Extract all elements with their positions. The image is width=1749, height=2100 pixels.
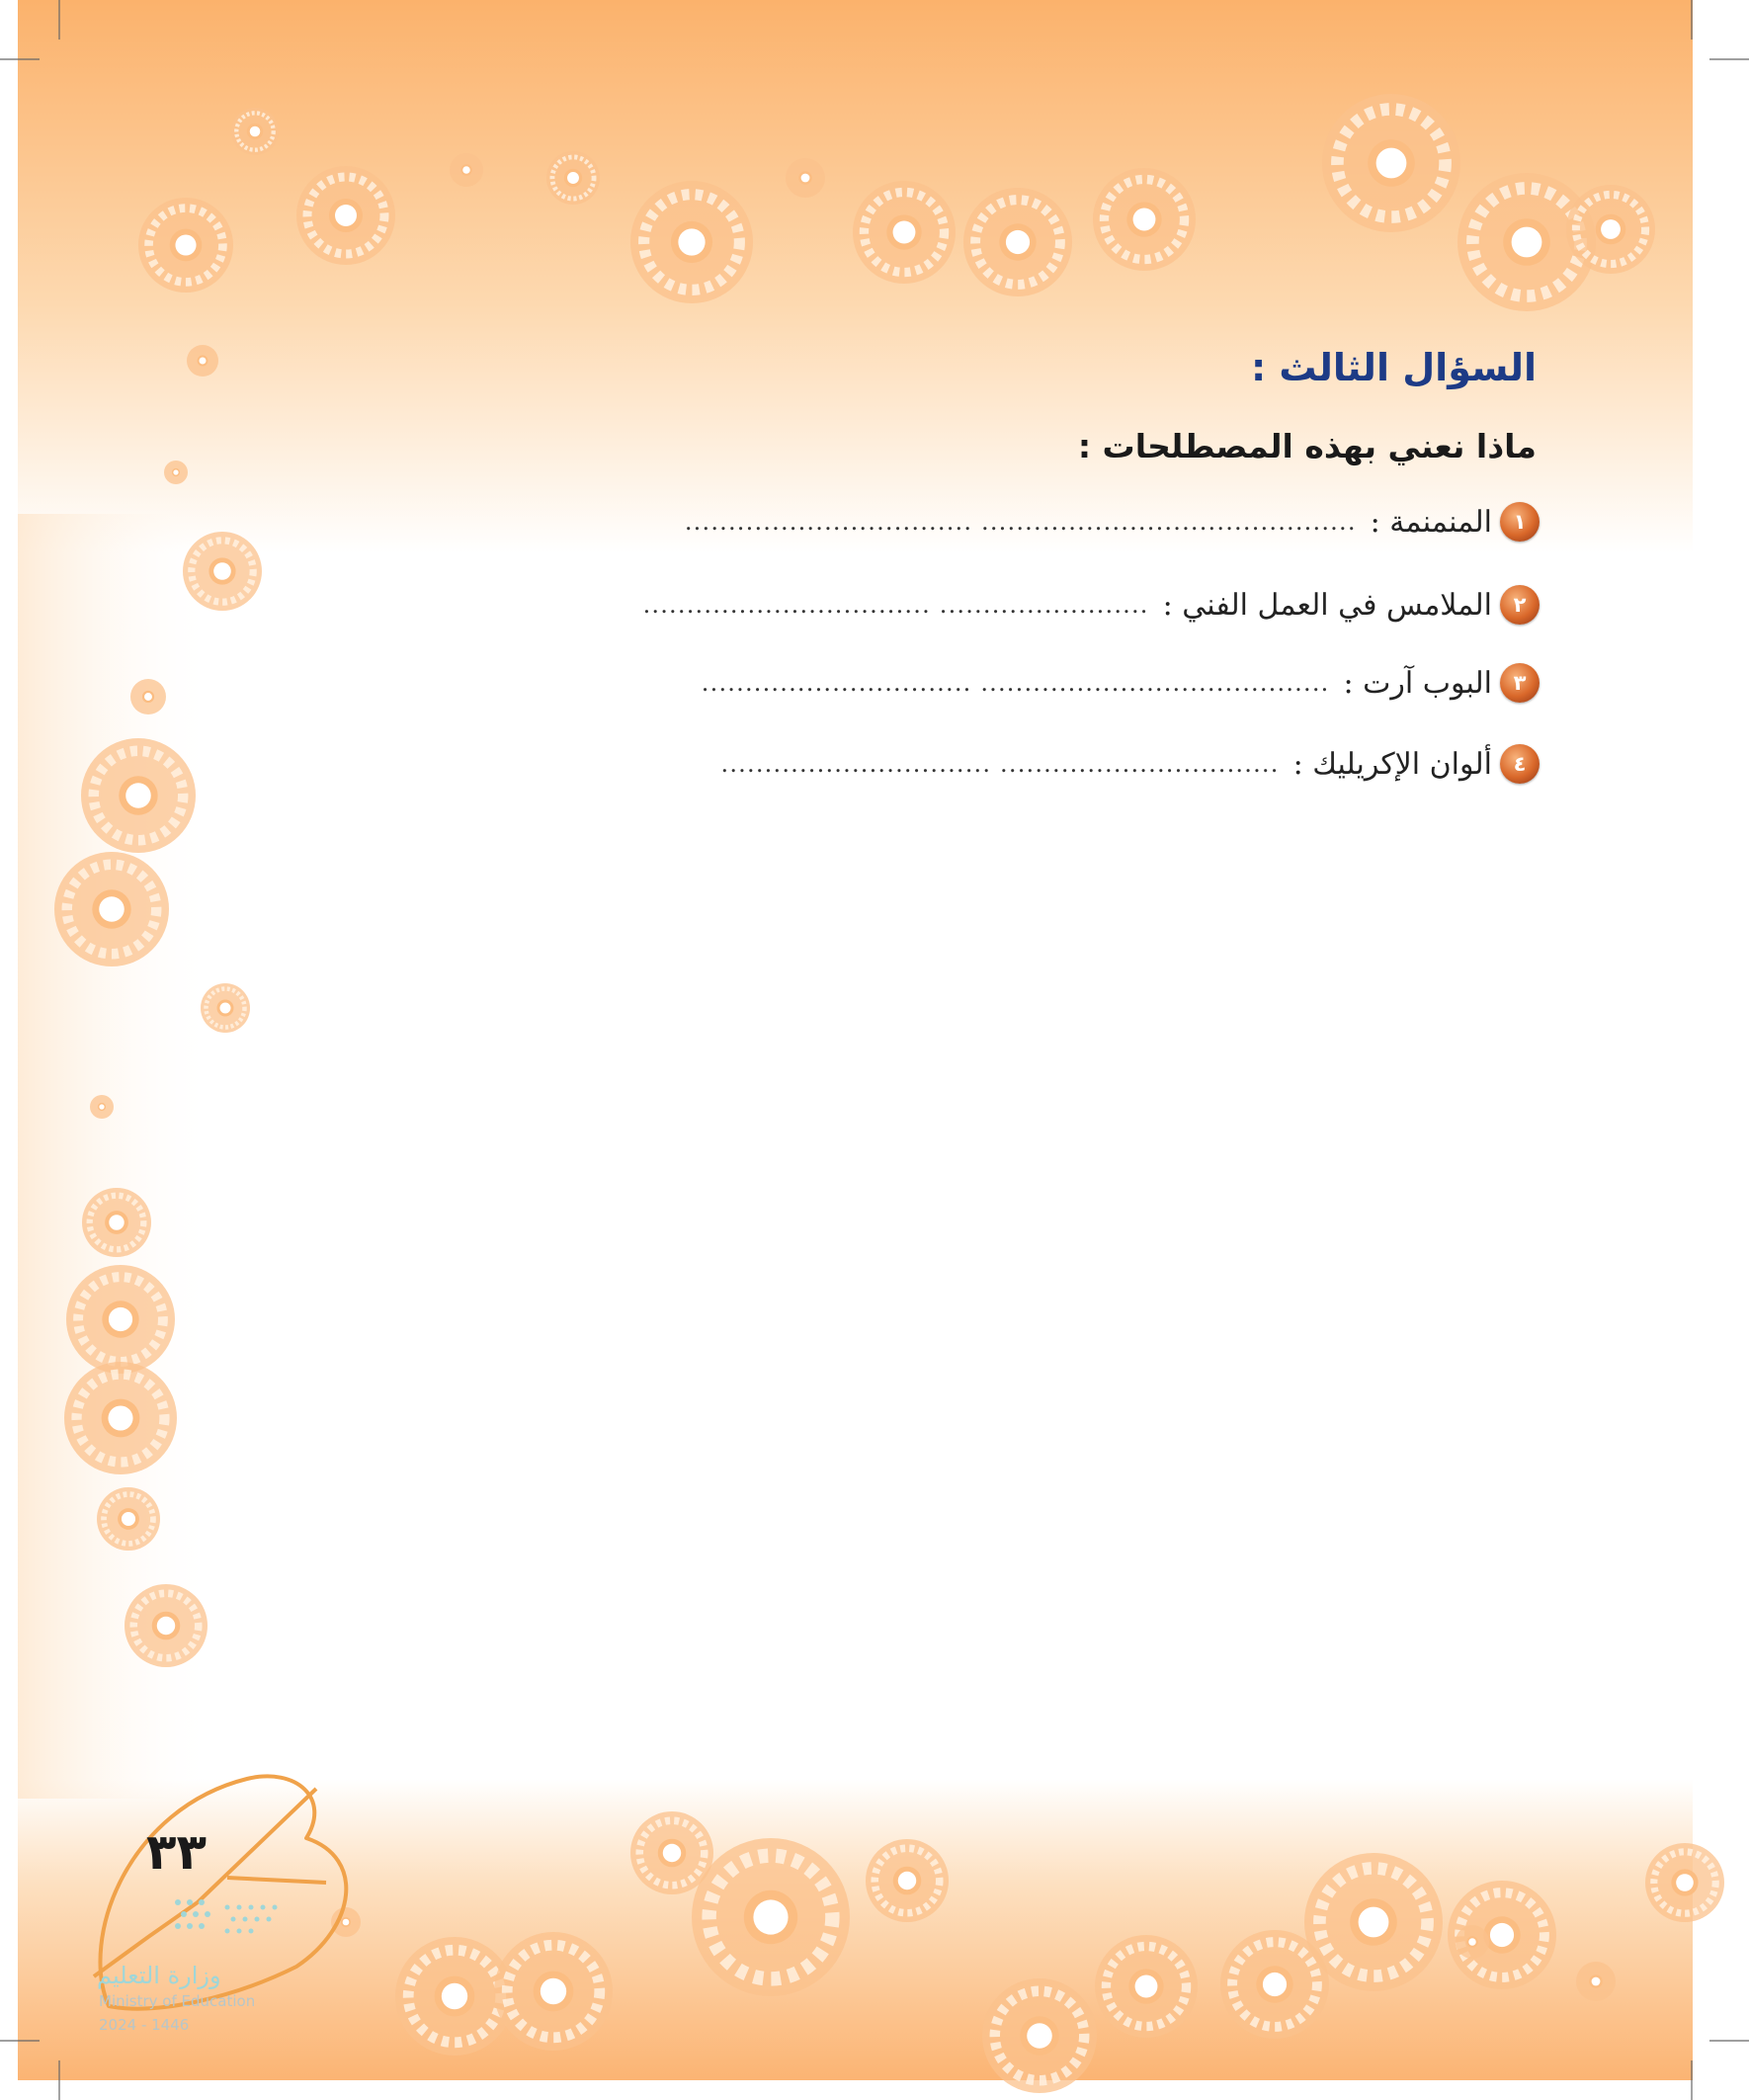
sunflower-ornament bbox=[201, 983, 250, 1033]
sunflower-ornament bbox=[450, 153, 483, 187]
sunflower-ornament bbox=[231, 108, 279, 155]
sunflower-ornament bbox=[187, 345, 218, 377]
sunflower-ornament bbox=[1095, 1935, 1198, 2038]
term-label: ألوان الإكريليك : bbox=[1292, 746, 1492, 782]
edition-year: 2024 - 1446 bbox=[99, 2016, 190, 2034]
sunflower-ornament bbox=[296, 166, 395, 265]
numbered-badge-icon: ٤ bbox=[1500, 744, 1540, 784]
question-instruction: ماذا نعني بهذه المصطلحات : bbox=[1077, 427, 1537, 465]
sunflower-ornament bbox=[1645, 1843, 1724, 1922]
term-item bbox=[685, 502, 1540, 542]
answer-line[interactable]: ................................ ............................... bbox=[720, 750, 1280, 778]
sunflower-ornament bbox=[164, 461, 188, 484]
sunflower-ornament bbox=[66, 1265, 175, 1374]
sunflower-ornament bbox=[982, 1978, 1097, 2093]
term-item bbox=[643, 585, 1540, 625]
numbered-badge-icon: ١ bbox=[1500, 502, 1540, 542]
sunflower-ornament bbox=[81, 738, 196, 853]
answer-line[interactable]: ........................ ................................. bbox=[642, 591, 1149, 619]
ministry-name-en: Ministry of Education bbox=[99, 1992, 256, 2010]
numbered-badge-icon: ٢ bbox=[1500, 585, 1540, 625]
sunflower-ornament bbox=[786, 158, 825, 198]
numbered-badge-icon: ٣ bbox=[1500, 663, 1540, 703]
sunflower-ornament bbox=[546, 151, 600, 205]
sunflower-ornament bbox=[183, 532, 262, 611]
sunflower-ornament bbox=[963, 188, 1072, 296]
sunflower-ornament bbox=[130, 679, 166, 714]
term-label: الملامس في العمل الفني : bbox=[1162, 587, 1492, 623]
page-number: ٣٣ bbox=[146, 1823, 208, 1881]
sunflower-ornament bbox=[1093, 168, 1196, 271]
sunflower-ornament bbox=[853, 181, 956, 284]
term-label: البوب آرت : bbox=[1343, 665, 1492, 701]
sunflower-ornament bbox=[125, 1584, 208, 1667]
sunflower-ornament bbox=[1576, 1962, 1616, 2001]
sunflower-ornament bbox=[866, 1839, 949, 1922]
sunflower-ornament bbox=[494, 1932, 613, 2051]
ministry-name-ar: وزارة التعليم bbox=[97, 1962, 221, 1989]
sunflower-ornament bbox=[64, 1362, 177, 1474]
term-item bbox=[702, 663, 1540, 703]
sunflower-ornament bbox=[630, 181, 753, 303]
sunflower-ornament bbox=[692, 1838, 850, 1996]
sunflower-ornament bbox=[1566, 185, 1655, 274]
sunflower-ornament bbox=[1322, 94, 1460, 232]
sunflower-ornament bbox=[54, 852, 169, 966]
term-item bbox=[721, 744, 1540, 784]
sunflower-ornament bbox=[1304, 1853, 1443, 1991]
question-title: السؤال الثالث : bbox=[1250, 346, 1537, 389]
sunflower-ornament bbox=[82, 1188, 151, 1257]
answer-line[interactable]: ........................................... ................................. bbox=[684, 508, 1357, 536]
sunflower-ornament bbox=[90, 1095, 114, 1119]
sunflower-ornament bbox=[97, 1487, 160, 1551]
sunflower-ornament bbox=[1456, 1925, 1489, 1959]
answer-line[interactable]: ........................................ ............................... bbox=[701, 669, 1330, 697]
sunflower-ornament bbox=[138, 198, 233, 293]
term-label: المنمنمة : bbox=[1370, 504, 1492, 540]
